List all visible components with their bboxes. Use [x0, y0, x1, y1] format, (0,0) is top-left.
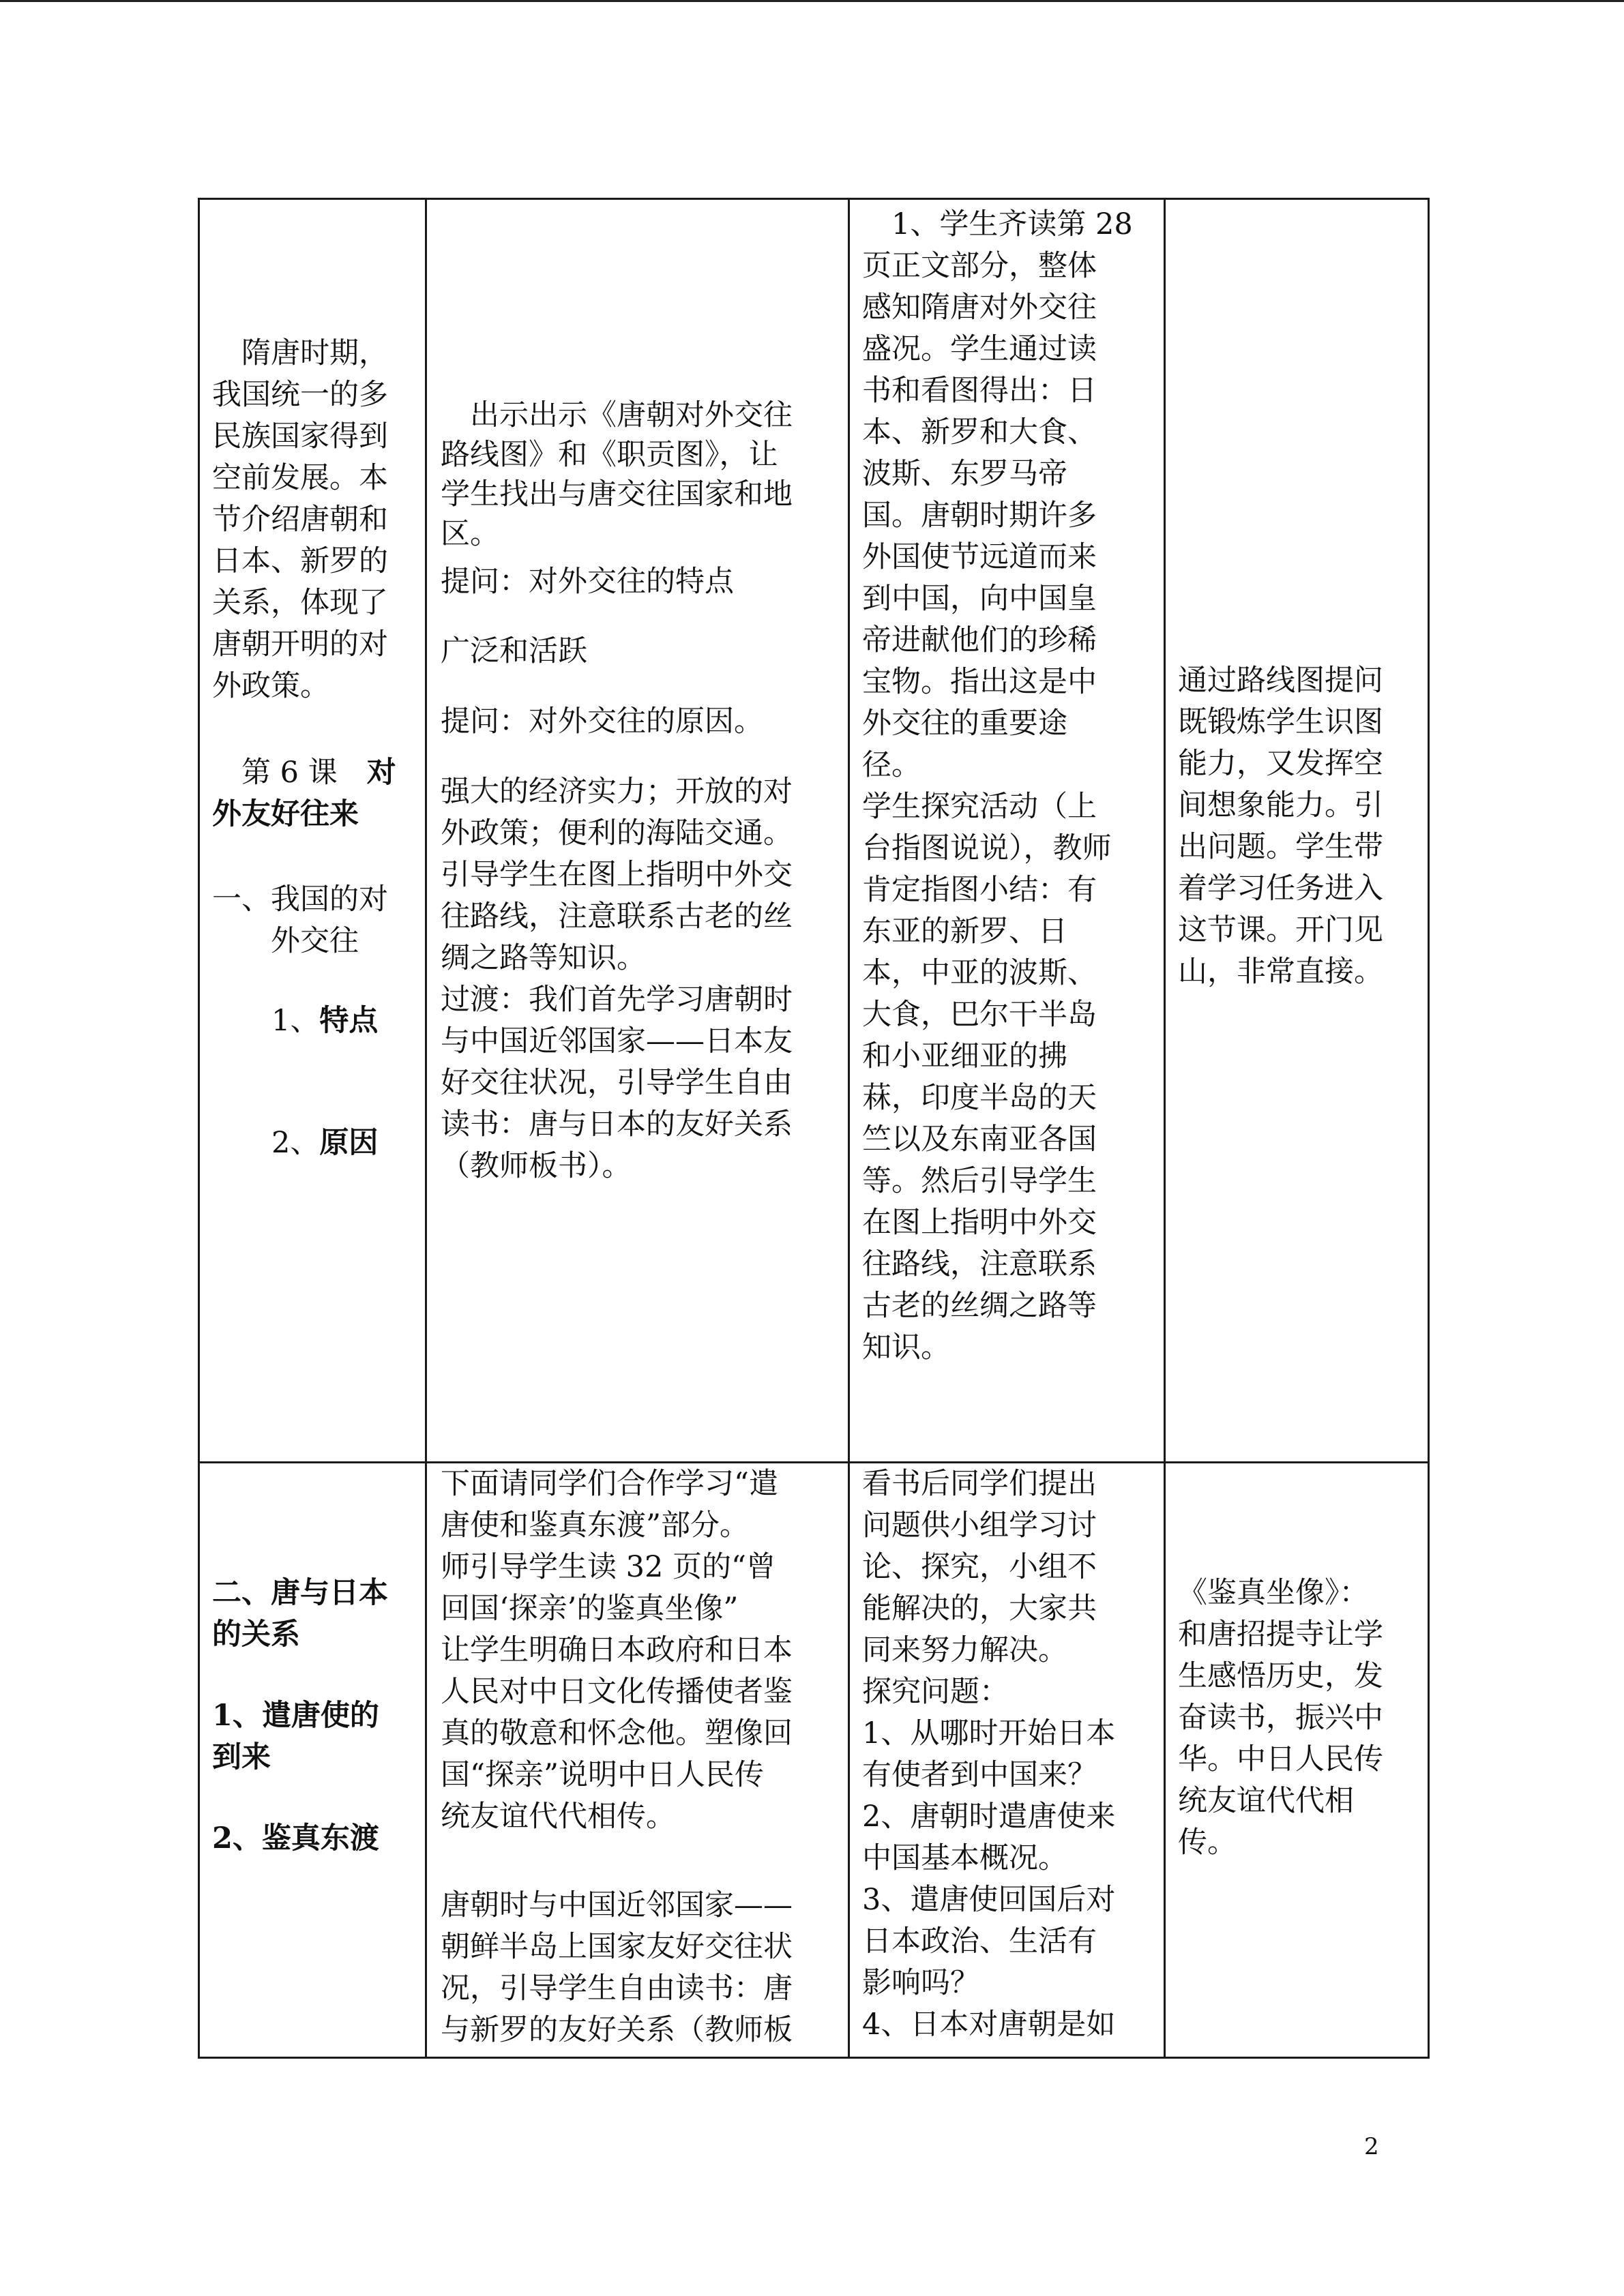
lesson-label: 第 6 课 — [212, 756, 338, 790]
row2-col4-text: 《鉴真坐像》： 和唐招提寺让学 生感悟历史，发 奋读书，振兴中 华。中日人民传 统友谊代代相 传。 — [1178, 1576, 1383, 1860]
row2-col2-para2: 唐朝时与中国近邻国家—— 朝鲜半岛上国家友好交往状 况，引导学生自由读书：唐 与新罗的友好关系（教师板 — [441, 1888, 793, 2047]
row2-column3-cell — [848, 1461, 1166, 2059]
lesson-heading — [212, 752, 417, 835]
row1-intro-text: 隋唐时期， 我国统一的多 民族国家得到 空前发展。本 节介绍唐朝和 日本、新罗的 关系，体现了 唐朝开明的对 外政策。 — [212, 336, 388, 703]
row2-col3-text: 看书后同学们提出 问题供小组学习讨 论、探究，小组不 能解决的，大家共 同来努力解决。 探究问题： 1、从哪时开始日本 有使者到中国来？ 2、唐朝时遣唐使来 中国基本概况。 3、遣唐使回国后对 日本政治、生活有 影响吗？ 4、日本对唐朝是如 — [862, 1467, 1116, 2042]
page-number: 2 — [1364, 2133, 1379, 2160]
row2-column2-cell — [425, 1461, 850, 2059]
row1-col2-question2: 提问：对外交往的原因。 — [441, 704, 763, 739]
row1-col3-text: 1、学生齐读第 28 页正文部分，整体 感知隋唐对外交往 盛况。学生通过读 书和看图得出：日 本、新罗和大食、 波斯、东罗马帝 国。唐朝时期许多 外国使节远道而来 到中国，向中国皇 帝进献他们的珍稀 宝物。指出这是中 外交往的重要途 径。 学生探究活动（上 台指图说说），教师 肯定指图小结：有 东亚的新罗、日 本，中亚的波斯、 大食，巴尔干半岛 和小亚细亚的拂 菻，印度半岛的天 竺以及东南亚各国 等。然后引导学生 在图上指明中外交 往路线，注意联系 古老的丝绸之路等 知识。 — [862, 207, 1133, 1365]
row1-col2-question1: 提问：对外交往的特点 — [441, 565, 734, 599]
section1-line1: 一、我国的对 — [212, 882, 388, 916]
section1-heading — [212, 879, 417, 962]
row2-column1-cell — [198, 1461, 427, 2059]
top-rule — [0, 0, 1624, 2]
lesson-title-part1: 对 — [366, 756, 396, 790]
point-1-label: 特点 — [319, 1004, 379, 1038]
row1-col4-text: 通过路线图提问 既锻炼学生识图 能力，又发挥空 间想象能力。引 出问题。学生带 着学习任务进入 这节课。开门见 山，非常直接。 — [1178, 664, 1383, 989]
row2-col2-para1: 下面请同学们合作学习“遣 唐使和鉴真东渡”部分。 师引导学生读 32 页的“曾 回国‘探亲’的鉴真坐像” 让学生明确日本政府和日本 人民对中日文化传播使者鉴 真的敬意和怀念他。塑像回 国“探亲”说明中日人民传 统友谊代代相传。 — [441, 1467, 793, 1834]
point-1-number: 1、 — [271, 1004, 320, 1038]
row2-column4-cell — [1164, 1461, 1430, 2059]
point-2-number: 2、 — [271, 1126, 320, 1160]
row1-col2-para2: 强大的经济实力；开放的对 外政策；便利的海陆交通。 引导学生在图上指明中外交 往路线，注意联系古老的丝 绸之路等知识。 过渡：我们首先学习唐朝时 与中国近邻国家——日本友 好交往状况，引导学生自由 读书：唐与日本的友好关系 （教师板书）。 — [441, 775, 793, 1183]
section2-heading: 二、唐与日本 的关系 — [212, 1576, 388, 1652]
row1-column2-cell — [425, 198, 850, 1463]
row1-column3-cell — [848, 198, 1166, 1463]
row1-col2-answer1: 广泛和活跃 — [441, 634, 587, 668]
row1-column1-cell — [198, 198, 427, 1463]
lesson-title-part2: 外友好往来 — [212, 797, 359, 831]
point-2-label: 原因 — [319, 1126, 379, 1160]
row1-col2-para1: 出示出示《唐朝对外交往 路线图》和《职贡图》，让 学生找出与唐交往国家和地 区。 — [441, 398, 793, 551]
row2-item1: 1、遣唐使的 到来 — [212, 1699, 379, 1774]
section1-line2: 外交往 — [271, 924, 359, 958]
row1-column4-cell — [1164, 198, 1430, 1463]
row2-item2: 2、鉴真东渡 — [212, 1821, 379, 1855]
